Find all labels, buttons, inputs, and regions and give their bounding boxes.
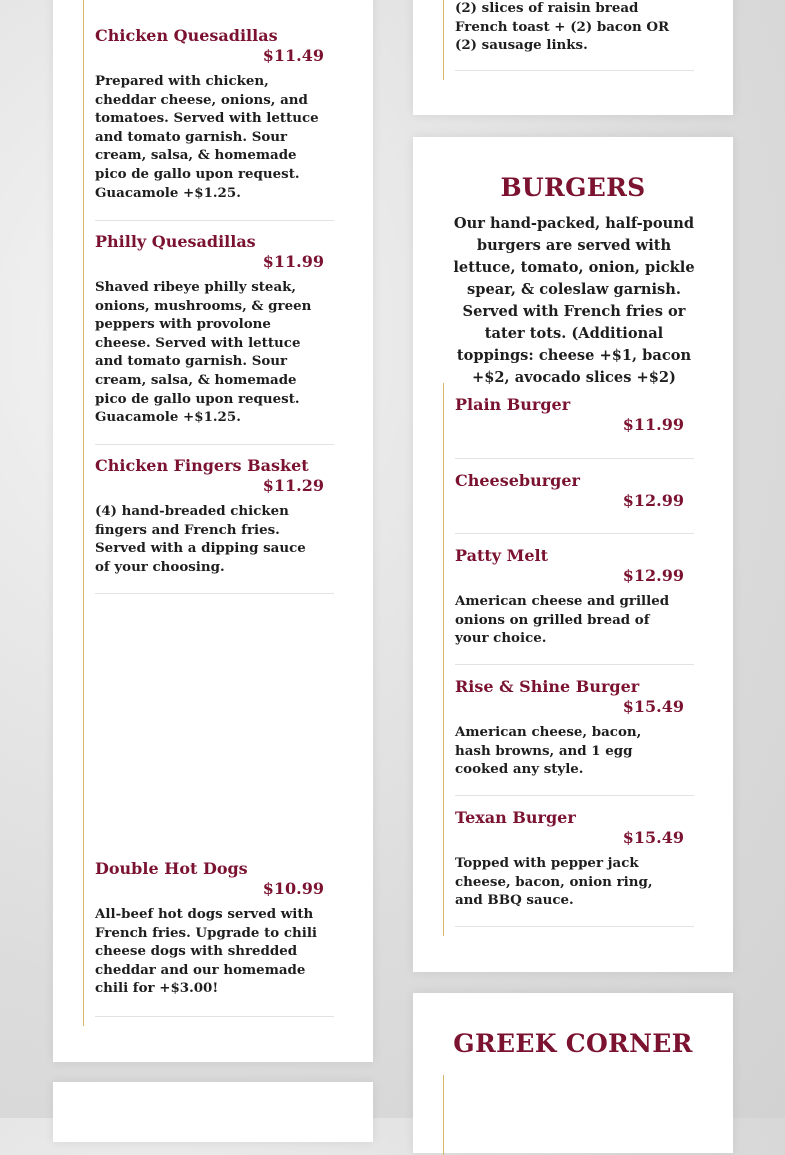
items-list xyxy=(83,0,334,1026)
item-price: $15.49 xyxy=(622,828,684,847)
item-price: $11.49 xyxy=(262,46,324,65)
items-list xyxy=(443,1075,694,1155)
item-divider xyxy=(455,533,694,534)
item-description: Shaved ribeye philly steak, onions, mushrooms, & green peppers with provolone cheese. Served with lettuce and tomato garnish. Sour cream, salsa, & homemade pico de gallo upon request. Guacamole +$1.25. xyxy=(95,279,312,426)
item-description: (2) slices of raisin bread French toast + (2) bacon OR (2) sausage links. xyxy=(455,0,670,54)
item-divider xyxy=(95,444,334,445)
item-name: Philly Quesadillas xyxy=(95,232,256,251)
item-price: $12.99 xyxy=(622,491,684,510)
item-name: Chicken Quesadillas xyxy=(95,26,278,45)
item-name: Double Hot Dogs xyxy=(95,859,248,878)
menu-card-left xyxy=(53,0,373,1062)
item-description: All-beef hot dogs served with French fries. Upgrade to chili cheese dogs with shredded cheddar and our homemade chili for +$3.00! xyxy=(95,906,318,997)
item-price: $11.99 xyxy=(262,252,324,271)
item-divider xyxy=(95,220,334,221)
items-list xyxy=(443,0,694,80)
item-description: American cheese, bacon, hash browns, and 1 egg cooked any style. xyxy=(455,724,642,778)
item-price: $12.99 xyxy=(622,566,684,585)
item-description: (4) hand-breaded chicken fingers and French fries. Served with a dipping sauce of your choosing. xyxy=(95,503,306,575)
section-title: GREEK CORNER xyxy=(453,1029,693,1058)
item-divider xyxy=(455,795,694,796)
items-list xyxy=(443,383,694,936)
item-price: $15.49 xyxy=(622,697,684,716)
item-description: Topped with pepper jack cheese, bacon, onion ring, and BBQ sauce. xyxy=(455,855,653,909)
item-name: Cheeseburger xyxy=(455,471,580,490)
item-name: Plain Burger xyxy=(455,395,571,414)
section-description: Our hand-packed, half-pound burgers are served with lettuce, tomato, onion, pickle spear, & coleslaw garnish. Served with French fries or tater tots. (Additional toppings: cheese +$1, bacon +$2, avocado slices +$2) xyxy=(453,215,695,386)
item-divider xyxy=(455,70,694,71)
item-description: Prepared with chicken, cheddar cheese, onions, and tomatoes. Served with lettuce and tomato garnish. Sour cream, salsa, & homemade pico de gallo upon request. Guacamole +$1.25. xyxy=(95,73,319,201)
item-divider xyxy=(455,664,694,665)
menu-card-left-next xyxy=(53,1082,373,1142)
item-price: $11.99 xyxy=(622,415,684,434)
menu-card-breakfast xyxy=(413,0,733,115)
section-title: BURGERS xyxy=(500,173,646,202)
item-name: Texan Burger xyxy=(455,808,576,827)
item-price: $11.29 xyxy=(262,476,324,495)
item-divider xyxy=(95,593,334,594)
item-divider xyxy=(455,458,694,459)
item-name: Rise & Shine Burger xyxy=(455,677,640,696)
item-name: Patty Melt xyxy=(455,546,548,565)
menu-card-burgers xyxy=(413,137,733,972)
menu-card-greek xyxy=(413,993,733,1153)
item-divider xyxy=(95,1016,334,1017)
item-description: American cheese and grilled onions on grilled bread of your choice. xyxy=(455,593,670,647)
item-name: Chicken Fingers Basket xyxy=(95,456,309,475)
item-divider xyxy=(455,926,694,927)
item-price: $10.99 xyxy=(262,879,324,898)
